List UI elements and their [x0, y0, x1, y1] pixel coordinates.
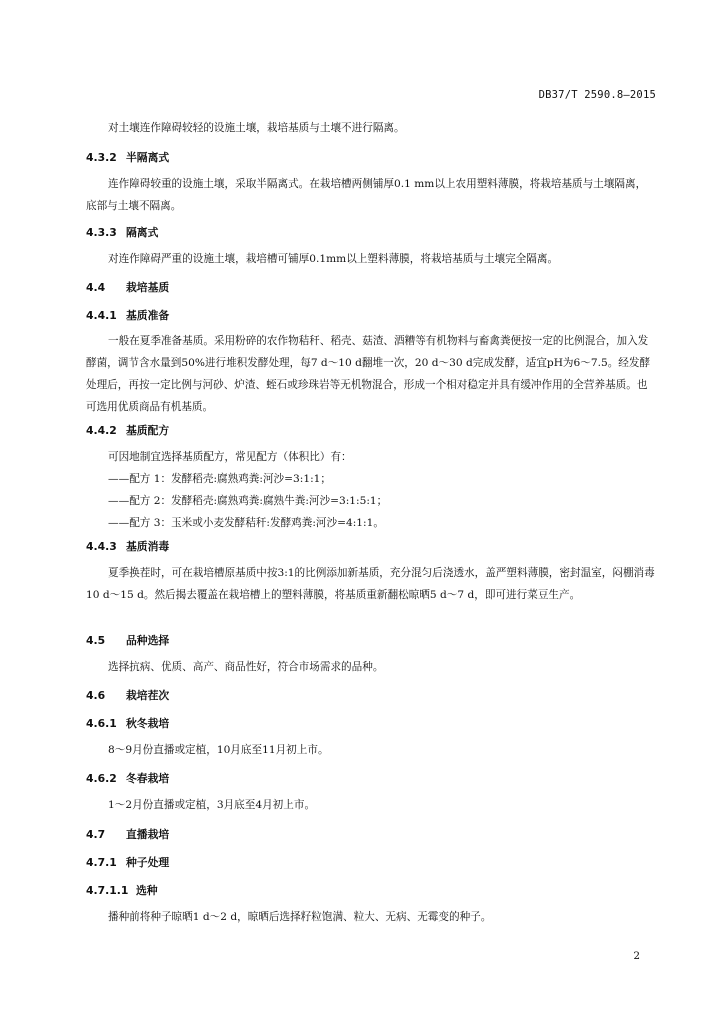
heading-4-4: [86, 280, 169, 295]
paragraph-4-4-1: 一般在夏季准备基质。采用粉碎的农作物秸秆、稻壳、菇渣、酒糟等有机物料与畜禽粪便按一定的比例混合，加入发酵菌，调节含水量到50%进行堆积发酵处理，每7 d～10 d翻堆一次，20 d～30 d完成发酵，适宜pH为6～7.5。经发酵处理后，再按一定比例与河砂、炉渣、蛭石或珍珠岩等无机物混合，形成一个相对稳定并具有缓冲作用的全营养基质。也可选用优质商品有机基质。: [86, 335, 651, 413]
heading-title: 秋冬栽培: [126, 717, 170, 730]
heading-title: 栽培基质: [126, 281, 170, 294]
page-number: 2: [633, 950, 640, 962]
paragraph-4-6-2: 1～2月份直播或定植，3月底至4月初上市。: [108, 799, 316, 811]
heading-4-7-1-1: [86, 883, 158, 898]
heading-title: 半隔离式: [126, 151, 170, 164]
heading-4-3-2: [86, 150, 169, 165]
heading-number: 4.6.1: [86, 717, 117, 730]
heading-number: 4.3.3: [86, 226, 117, 239]
heading-4-7: [86, 827, 169, 842]
heading-title: 基质配方: [126, 424, 170, 437]
heading-title: 品种选择: [126, 634, 170, 647]
heading-title: 栽培茬次: [126, 689, 170, 702]
heading-number: 4.6: [86, 689, 106, 702]
paragraph-4-4-3: 夏季换茬时，可在栽培槽原基质中按3:1的比例添加新基质，充分混匀后浇透水，盖严塑料薄膜，密封温室，闷棚消毒10 d～15 d。然后揭去覆盖在栽培槽上的塑料薄膜，将基质重新翻松晾晒5 d～7 d，即可进行菜豆生产。: [86, 567, 655, 601]
heading-number: 4.6.2: [86, 772, 117, 785]
formula-item: ——配方 2：发酵稻壳:腐熟鸡粪:腐熟牛粪:河沙=3:1:5:1；: [108, 495, 388, 507]
heading-4-3-3: [86, 225, 158, 240]
heading-title: 基质消毒: [126, 540, 170, 553]
heading-number: 4.4.2: [86, 424, 117, 437]
heading-4-5: [86, 633, 169, 648]
paragraph-4-5: 选择抗病、优质、高产、商品性好，符合市场需求的品种。: [108, 661, 384, 673]
paragraph-4-3-3: 对连作障碍严重的设施土壤，栽培槽可铺厚0.1mm以上塑料薄膜，将栽培基质与土壤完全隔离。: [108, 253, 559, 265]
formula-item: ——配方 1：发酵稻壳:腐熟鸡粪:河沙=3:1:1；: [108, 473, 331, 485]
paragraph-intro: 对土壤连作障碍较轻的设施土壤，栽培基质与土壤不进行隔离。: [108, 122, 405, 134]
formula-list: [108, 468, 387, 534]
heading-number: 4.4.1: [86, 309, 117, 322]
paragraph-4-6-1: 8～9月份直播或定植，10月底至11月初上市。: [108, 744, 329, 756]
heading-number: 4.7.1.1: [86, 884, 129, 897]
paragraph-4-4-2: 可因地制宜选择基质配方，常见配方（体积比）有：: [108, 451, 352, 463]
heading-4-4-1: [86, 308, 169, 323]
heading-title: 隔离式: [126, 226, 159, 239]
heading-number: 4.3.2: [86, 151, 117, 164]
heading-number: 4.4.3: [86, 540, 117, 553]
heading-4-6-2: [86, 771, 169, 786]
heading-number: 4.7.1: [86, 856, 117, 869]
heading-number: 4.4: [86, 281, 106, 294]
heading-title: 冬春栽培: [126, 772, 170, 785]
heading-4-7-1: [86, 855, 169, 870]
heading-number: 4.7: [86, 828, 106, 841]
heading-title: 基质准备: [126, 309, 170, 322]
heading-number: 4.5: [86, 634, 106, 647]
heading-title: 种子处理: [126, 856, 170, 869]
heading-4-4-3: [86, 539, 169, 554]
heading-4-6-1: [86, 716, 169, 731]
heading-title: 直播栽培: [126, 828, 170, 841]
document-code-header: DB37/T 2590.8—2015: [538, 89, 656, 101]
formula-item: ——配方 3：玉米或小麦发酵秸秆:发酵鸡粪:河沙=4:1:1。: [108, 517, 384, 529]
heading-title: 选种: [136, 884, 158, 897]
paragraph-4-3-2: 连作障碍较重的设施土壤，采取半隔离式。在栽培槽两侧铺厚0.1 mm以上农用塑料薄膜，将栽培基质与土壤隔离，底部与土壤不隔离。: [86, 178, 647, 212]
heading-4-6: [86, 688, 169, 703]
paragraph-4-7-1-1: 播种前将种子晾晒1 d～2 d，晾晒后选择籽粒饱满、粒大、无病、无霉变的种子。: [108, 911, 492, 923]
heading-4-4-2: [86, 423, 169, 438]
